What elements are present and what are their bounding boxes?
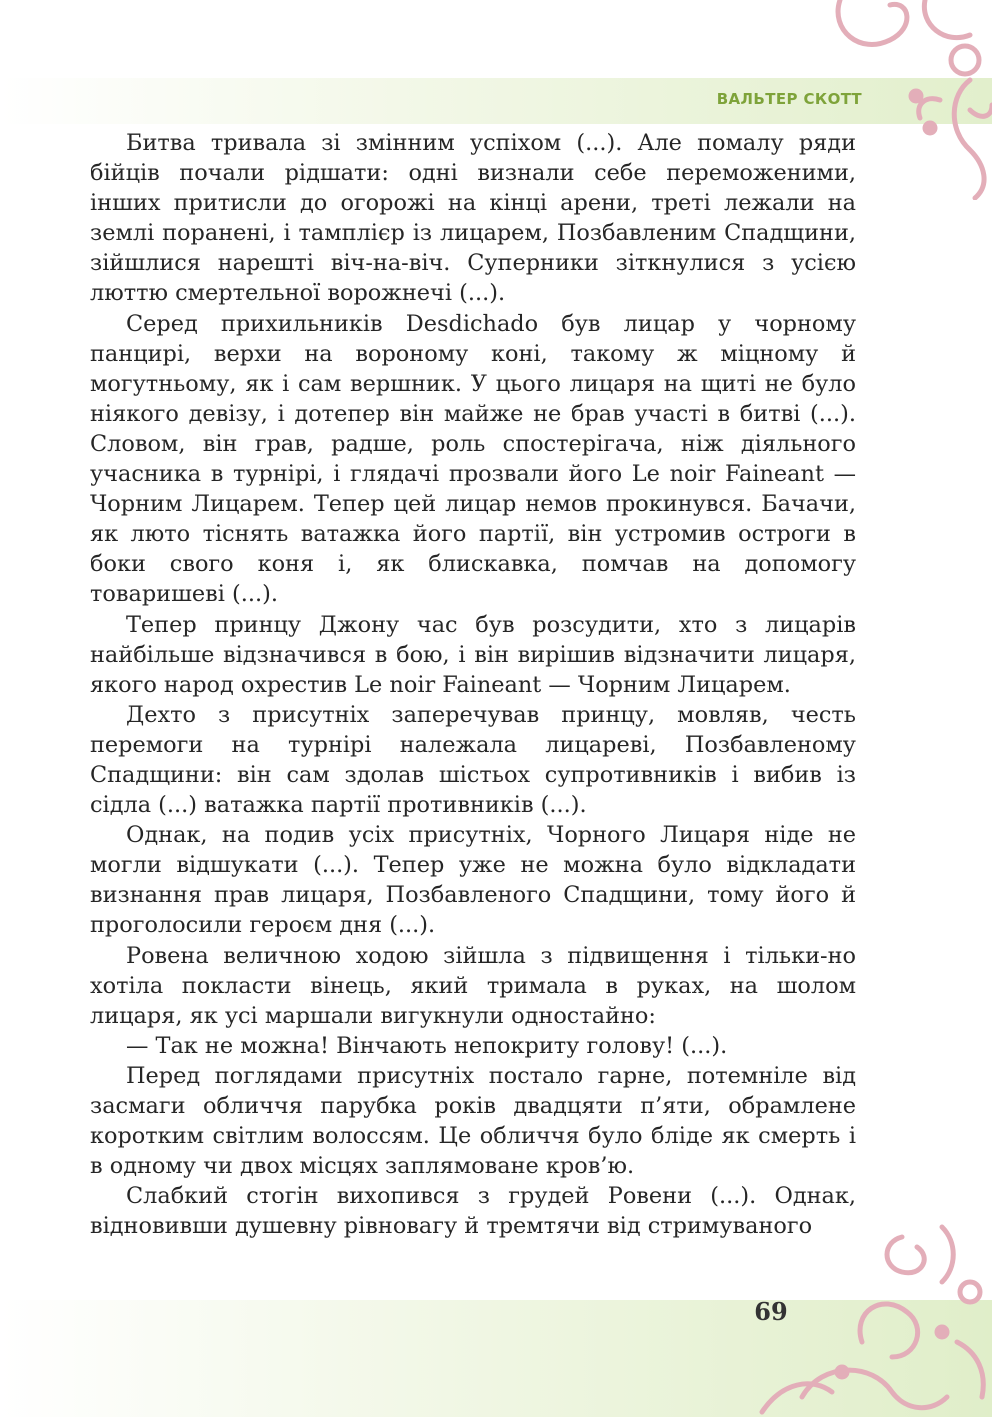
body-text (90, 128, 856, 1241)
paragraph: Слабкий стогін вихопився з грудей Ровени (...). Однак, відновивши душевну рівновагу й тремтячи від стримуваного (90, 1183, 856, 1240)
paragraph: Серед прихильників Desdichado був лицар у чорному панцирі, верхи на вороному коні, такому ж міцному й могутньому, як і сам вершник. У цього лицаря на щиті не було ніякого девізу, і дотепер він майже не брав участі в битві (...). Словом, він грав, радше, роль спостерігача, ніж діяльного учасника в турнірі, і глядачі прозвали його Le noir Faineant — Чорним Лицарем. Тепер цей лицар немов прокинувся. Бачачи, як люто тіснять ватажка його партії, він устромив остроги в боки свого коня і, як блискавка, помчав на допомогу товаришеві (...). (90, 310, 856, 608)
paragraph: Однак, на подив усіх присутніх, Чорного Лицаря ніде не могли відшукати (...). Тепер уже не можна було відкладати визнання прав лицаря, Позбавленого Спадщини, тому його й проголосили героєм дня (...). (90, 822, 856, 939)
paragraph: Ровена величною ходою зійшла з підвищення і тільки-но хотіла покласти вінець, який тримала в руках, на шолом лицаря, як усі маршали вигукнули одностайно: (90, 942, 856, 1029)
paragraph: Битва тривала зі змінним успіхом (...). Але помалу ряди бійців почали рідшати: одні визнали себе переможеними, інших притисли до огорожі на кінці арени, треті лежали на землі поранені, і тамплієр із лицарем, Позбавленим Спадщини, зійшлися нарешті віч-на-віч. Суперники зіткнулися з усією люттю смертельної ворожнечі (...). (90, 130, 856, 307)
running-title: ВАЛЬТЕР СКОТТ (716, 90, 862, 108)
page-number: 69 (754, 1297, 788, 1326)
paragraph: — Так не можна! Вінчають непокриту голову! (...). (126, 1032, 728, 1059)
paragraph: Дехто з присутніх заперечував принцу, мовляв, честь перемоги на турнірі належала лицареві, Позбавленому Спадщини: він сам здолав шістьох супротивників і вибив із сідла (...) ватажка партії противників (...). (90, 701, 856, 819)
paragraph: Перед поглядами присутніх постало гарне, потемніле від засмаги обличчя парубка років двадцяти п’яти, обрамлене коротким світлим волоссям. Це обличчя було бліде як смерть і в одному чи двох місцях заплямоване кров’ю. (90, 1062, 856, 1180)
paragraph: Тепер принцу Джону час був розсудити, хто з лицарів найбільше відзначився в бою, і він вирішив відзначити лицаря, якого народ охрестив Le noir Faineant — Чорним Лицарем. (90, 611, 856, 698)
